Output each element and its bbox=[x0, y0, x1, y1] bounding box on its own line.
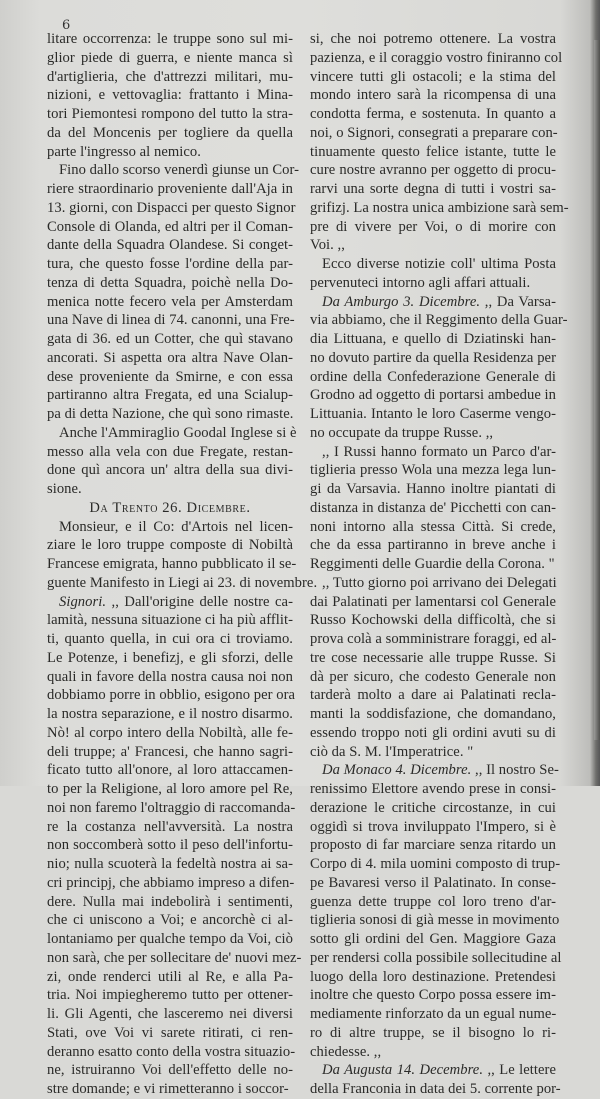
text-line: menica notte fecero vela per Amsterdam bbox=[47, 293, 293, 310]
text-line: ro di altre truppe, se il bisogno lo ri- bbox=[310, 1024, 556, 1041]
text-line-rest: ,, Dall'origine delle nostre ca- bbox=[106, 593, 293, 610]
text-line: oggidì si trova inviluppato l'Impero, si è bbox=[310, 818, 556, 835]
text-line: cri principj, che abbiamo impreso a difen- bbox=[47, 874, 295, 891]
text-line: tori Piemontesi rompono del tutto la stra- bbox=[47, 106, 293, 122]
text-line: sotto gli ordini del Gen. Maggiore Gaza bbox=[310, 931, 556, 947]
text-line: stre domande; e vi rimetteranno i soccor- bbox=[47, 1081, 289, 1097]
text-line: no occupate da truppe Russe. ,, bbox=[310, 424, 494, 441]
left-column bbox=[47, 30, 318, 1099]
text-line: tiglieria presso Wola una mezza lega lun- bbox=[310, 462, 556, 479]
text-line: li. Gli Agenti, che lasceremo nei diversi bbox=[47, 1006, 293, 1022]
text-line: Russo Kochowski della difficoltà, che si bbox=[310, 612, 556, 629]
text-line: pe Bavaresi verso il Palatinato. In conse- bbox=[310, 874, 556, 891]
text-line: dere. Nulla mai indebolirà i sentimenti, bbox=[47, 893, 293, 910]
text-line: dante della Squadra Olandese. Si conget- bbox=[47, 237, 293, 254]
text-line: quali in favore della nostra causa noi non bbox=[47, 668, 293, 685]
page-edge-shadow bbox=[594, 40, 600, 740]
text-line: dà per sicuro, che codesto Generale non bbox=[310, 668, 556, 685]
paragraph bbox=[310, 761, 562, 1061]
text-line: guenza dette truppe col loro treno d'ar- bbox=[310, 893, 556, 910]
text-line: ziare le loro truppe composte di Nobiltà bbox=[47, 537, 293, 554]
text-line: che ci uniscono a Voi; e ancorchè ci al- bbox=[47, 912, 293, 929]
text-line: dia Littuana, e quello di Dziatinski han- bbox=[310, 331, 556, 347]
text-line: ficato tutto all'onore, al loro attaccamen- bbox=[47, 762, 293, 779]
text-line: riere straordinario proveniente dall'Aja in bbox=[47, 181, 293, 197]
text-line: tenza di detta Squadra, poichè nella Do- bbox=[47, 274, 293, 291]
text-line: tre cose necessarie alle truppe Russe. Si bbox=[310, 649, 556, 666]
text-line: nizioni, e vettovaglia: frattanto i Mina- bbox=[47, 87, 293, 104]
text-line: nio; nulla scuoterà la fedeltà nostra ai sa- bbox=[47, 856, 293, 872]
text-line: mondo intero sarà la ricompensa di una bbox=[310, 87, 556, 104]
text-line: mediamente rinforzato da un egual nume- bbox=[310, 1006, 557, 1022]
paragraph bbox=[47, 424, 297, 499]
paragraph bbox=[47, 30, 293, 161]
text-line: Anche l'Ammiraglio Goodal Inglese si è bbox=[59, 424, 297, 441]
text-line: gata di 36. ed un Cotter, che quì stavano bbox=[47, 331, 293, 347]
text-line: condotta ferma, e sostenuta. In quanto a bbox=[310, 106, 556, 122]
text-line: deranno esatto conto della vostra situazio- bbox=[47, 1043, 296, 1060]
paragraph bbox=[310, 293, 568, 443]
text-line-rest: ,, Il nostro Se- bbox=[471, 762, 559, 779]
paragraph bbox=[47, 161, 300, 424]
text-line: la nostra separazione, e il nostro disarmo. bbox=[47, 706, 293, 722]
text-line: tura, che questo fosse l'ordine della par- bbox=[47, 256, 293, 272]
text-line: ne, istruiranno Voi dell'effetto delle no- bbox=[47, 1062, 293, 1079]
text-line: non sarà, che per sollecitare de' nuovi mez- bbox=[47, 949, 302, 966]
text-line: Nò! al corpo intero della Nobiltà, alle fe- bbox=[47, 724, 293, 741]
text-line: deli truppe; a' Francesi, che hanno sagri- bbox=[47, 743, 293, 760]
text-line: manti la soddisfazione, che domandano, bbox=[310, 706, 556, 722]
text-line: Console di Olanda, ed altri per il Coman- bbox=[47, 218, 293, 235]
text-line: litare occorrenza: le truppe sono sul mi- bbox=[47, 31, 293, 47]
paragraph bbox=[47, 593, 302, 1099]
text-line: tinuamente questo felice istante, tutte le bbox=[310, 143, 556, 160]
text-line: pervenuteci intorno agli affari attuali. bbox=[310, 274, 531, 291]
text-line: grifizj. La nostra unica ambizione sarà sem- bbox=[310, 199, 569, 216]
text-line: Reggimenti delle Guardie della Corona. " bbox=[310, 556, 555, 572]
text-line: pre di vivere per Voi, o di morire con bbox=[310, 218, 556, 235]
text-line: luogo della loro destinazione. Pretendesi bbox=[310, 968, 556, 985]
text-line-rest: ,, Le lettere bbox=[483, 1062, 556, 1079]
text-line: inoltre che questo Corpo possa essere im- bbox=[310, 987, 556, 1004]
text-line: ,, I Russi hanno formato un Parco d'ar- bbox=[322, 443, 556, 460]
text-line: dobbiamo porre in obblio, esigono per ora bbox=[47, 687, 296, 704]
text-line bbox=[310, 1061, 556, 1080]
text-line: sione. bbox=[47, 481, 82, 497]
text-line: glior piede di guerra, e niente manca sì bbox=[47, 49, 293, 66]
text-line: no dovuto partire da quella Residenza per bbox=[310, 349, 556, 366]
text-line: Littuania. Intanto le loro Caserme vengo- bbox=[310, 406, 556, 422]
text-line: Monsieur, e il Co: d'Artois nel licen- bbox=[59, 518, 293, 535]
text-line: Fino dallo scorso venerdì giunse un Cor- bbox=[59, 162, 300, 179]
text-line: essendo troppo noti gli ordini avuti su di bbox=[310, 724, 556, 741]
text-line: ti, quanto quella, in cui ora ci troviamo. bbox=[47, 631, 293, 647]
text-line: renissimo Elettore avendo prese in consi- bbox=[310, 781, 556, 797]
dateline: Da Augusta 14. Decembre. bbox=[322, 1062, 484, 1079]
page-number: 6 bbox=[62, 18, 71, 33]
text-line: d'artiglieria, che d'attrezzi militari, mu- bbox=[47, 68, 293, 85]
text-line: via abbiamo, che il Reggimento della Guar- bbox=[310, 312, 568, 329]
text-line: da del Moncenis per togliere da quella bbox=[47, 124, 293, 141]
text-line: una Nave di linea di 74. canonni, una Fre- bbox=[47, 312, 295, 329]
text-line: messo alla vela con due Fregate, restan- bbox=[47, 443, 293, 460]
text-line: ,, Tutto giorno poi arrivano dei Delegati bbox=[322, 574, 557, 591]
text-line: Le Potenze, i benefizj, e gli sforzi, delle bbox=[47, 649, 293, 666]
text-line: dai Palatinati per lamentarsi col Generale bbox=[310, 593, 556, 610]
text-line: ordine della Confederazione Generale di bbox=[310, 368, 556, 385]
text-line: prova colà a somministrare foraggi, ed al- bbox=[310, 631, 557, 647]
text-line: lamità, nessuna situazione ci ha più afflit- bbox=[47, 612, 293, 629]
text-line: parte l'ingresso al nemico. bbox=[47, 143, 201, 160]
text-line: pa di detta Nazione, che quì sono rimaste. bbox=[47, 406, 294, 422]
text-line: guente Manifesto in Liegi ai 23. di novembre. bbox=[47, 574, 318, 591]
right-column bbox=[310, 30, 569, 1099]
text-line: dese proveniente da Smirne, e con essa bbox=[47, 368, 293, 385]
text-line: cure nostre avranno per oggetto di procu- bbox=[310, 162, 556, 179]
text-line: tria. Noi impiegheremo tutto per ottener- bbox=[47, 987, 293, 1004]
paragraph bbox=[310, 574, 556, 762]
text-line: lontaniamo per qualche tempo da Voi, ciò bbox=[47, 931, 293, 947]
text-line: rarvi una sorte degna di tutti i vostri sa- bbox=[310, 181, 556, 197]
paragraph bbox=[310, 1061, 561, 1099]
paragraph bbox=[310, 443, 556, 574]
text-line: Grodno ad oggetto di portarsi ambedue in bbox=[310, 387, 556, 404]
text-line: non soccomberà sotto il peso dell'infortu- bbox=[47, 837, 293, 854]
text-line: che da essa partiranno in breve anche i bbox=[310, 537, 556, 554]
text-line: zi, onde renderci utili al Re, e alla Pa- bbox=[47, 968, 293, 985]
text-line bbox=[310, 293, 556, 312]
text-line-rest: ,, Da Varsa- bbox=[480, 293, 556, 310]
text-line: distanza in distanza de' Picchetti con can- bbox=[310, 499, 556, 516]
text-line: noi, o Signori, consegrati a preparare con- bbox=[310, 124, 558, 141]
text-line: noi non faremo l'oltraggio di raccomanda- bbox=[47, 799, 296, 816]
dateline: Da Monaco 4. Dicembre. bbox=[322, 762, 472, 779]
text-line: derazione le critiche circostanze, in cui bbox=[310, 799, 556, 816]
text-line: noni intorno alla stessa Città. Si crede, bbox=[310, 518, 556, 535]
text-line: Stati, ove Voi vi sarete ritirati, ci ren- bbox=[47, 1024, 293, 1041]
dateline: Da Amburgo 3. Dicembre. bbox=[322, 293, 481, 310]
text-line: ancorati. Si aspetta ora altra Nave Olan- bbox=[47, 349, 293, 366]
paragraph bbox=[310, 30, 569, 255]
text-line: to per la Religione, al loro amore pel Re, bbox=[47, 781, 293, 797]
text-line: 13. giorni, con Dispacci per questo Signor bbox=[47, 199, 296, 216]
text-line: re la costanza nell'avversità. La nostra bbox=[47, 818, 293, 835]
text-line: pazienza, e il coraggio vostro finiranno col bbox=[310, 49, 563, 66]
text-line: Voi. ,, bbox=[310, 237, 345, 254]
text-line: si, che noi potremo ottenere. La vostra bbox=[310, 31, 556, 47]
paragraph bbox=[310, 255, 556, 293]
text-line: della Franconia in data dei 5. corrente por- bbox=[310, 1081, 561, 1097]
text-line: partiranno altra Fregata, ed una Scialup- bbox=[47, 387, 293, 404]
text-line: chiedesse. ,, bbox=[310, 1043, 382, 1060]
text-line: per rendersi colla possibile sollecitudine al bbox=[310, 949, 562, 966]
text-line: Ecco diverse notizie coll' ultima Posta bbox=[322, 256, 556, 272]
text-line: gi da Varsavia. Hanno inoltre piantati di bbox=[310, 481, 556, 497]
text-line: proposto di far marciare senza ritardo un bbox=[310, 837, 556, 854]
text-line bbox=[310, 761, 559, 780]
paragraph bbox=[47, 518, 318, 593]
text-line: vincere tutti gli ostacoli; e la stima del bbox=[310, 68, 556, 85]
text-line: ciò da S. M. l'Imperatrice. " bbox=[310, 743, 474, 760]
text-line: done quì ancora un' altra della sua divi- bbox=[47, 462, 293, 479]
section-heading: Da Trento 26. Dicembre. bbox=[89, 499, 251, 516]
text-line: Francese emigrata, hanno pubblicato il se- bbox=[47, 556, 297, 572]
dateline: Signori. bbox=[59, 593, 107, 610]
text-line: Corpo di 4. mila uomini composto di trup- bbox=[310, 856, 561, 872]
text-line bbox=[47, 593, 293, 612]
text-line: tiglieria sonosi di già messe in movimento bbox=[310, 912, 560, 929]
text-line: tarderà molto a dare ai Palatinati recla- bbox=[310, 687, 556, 704]
